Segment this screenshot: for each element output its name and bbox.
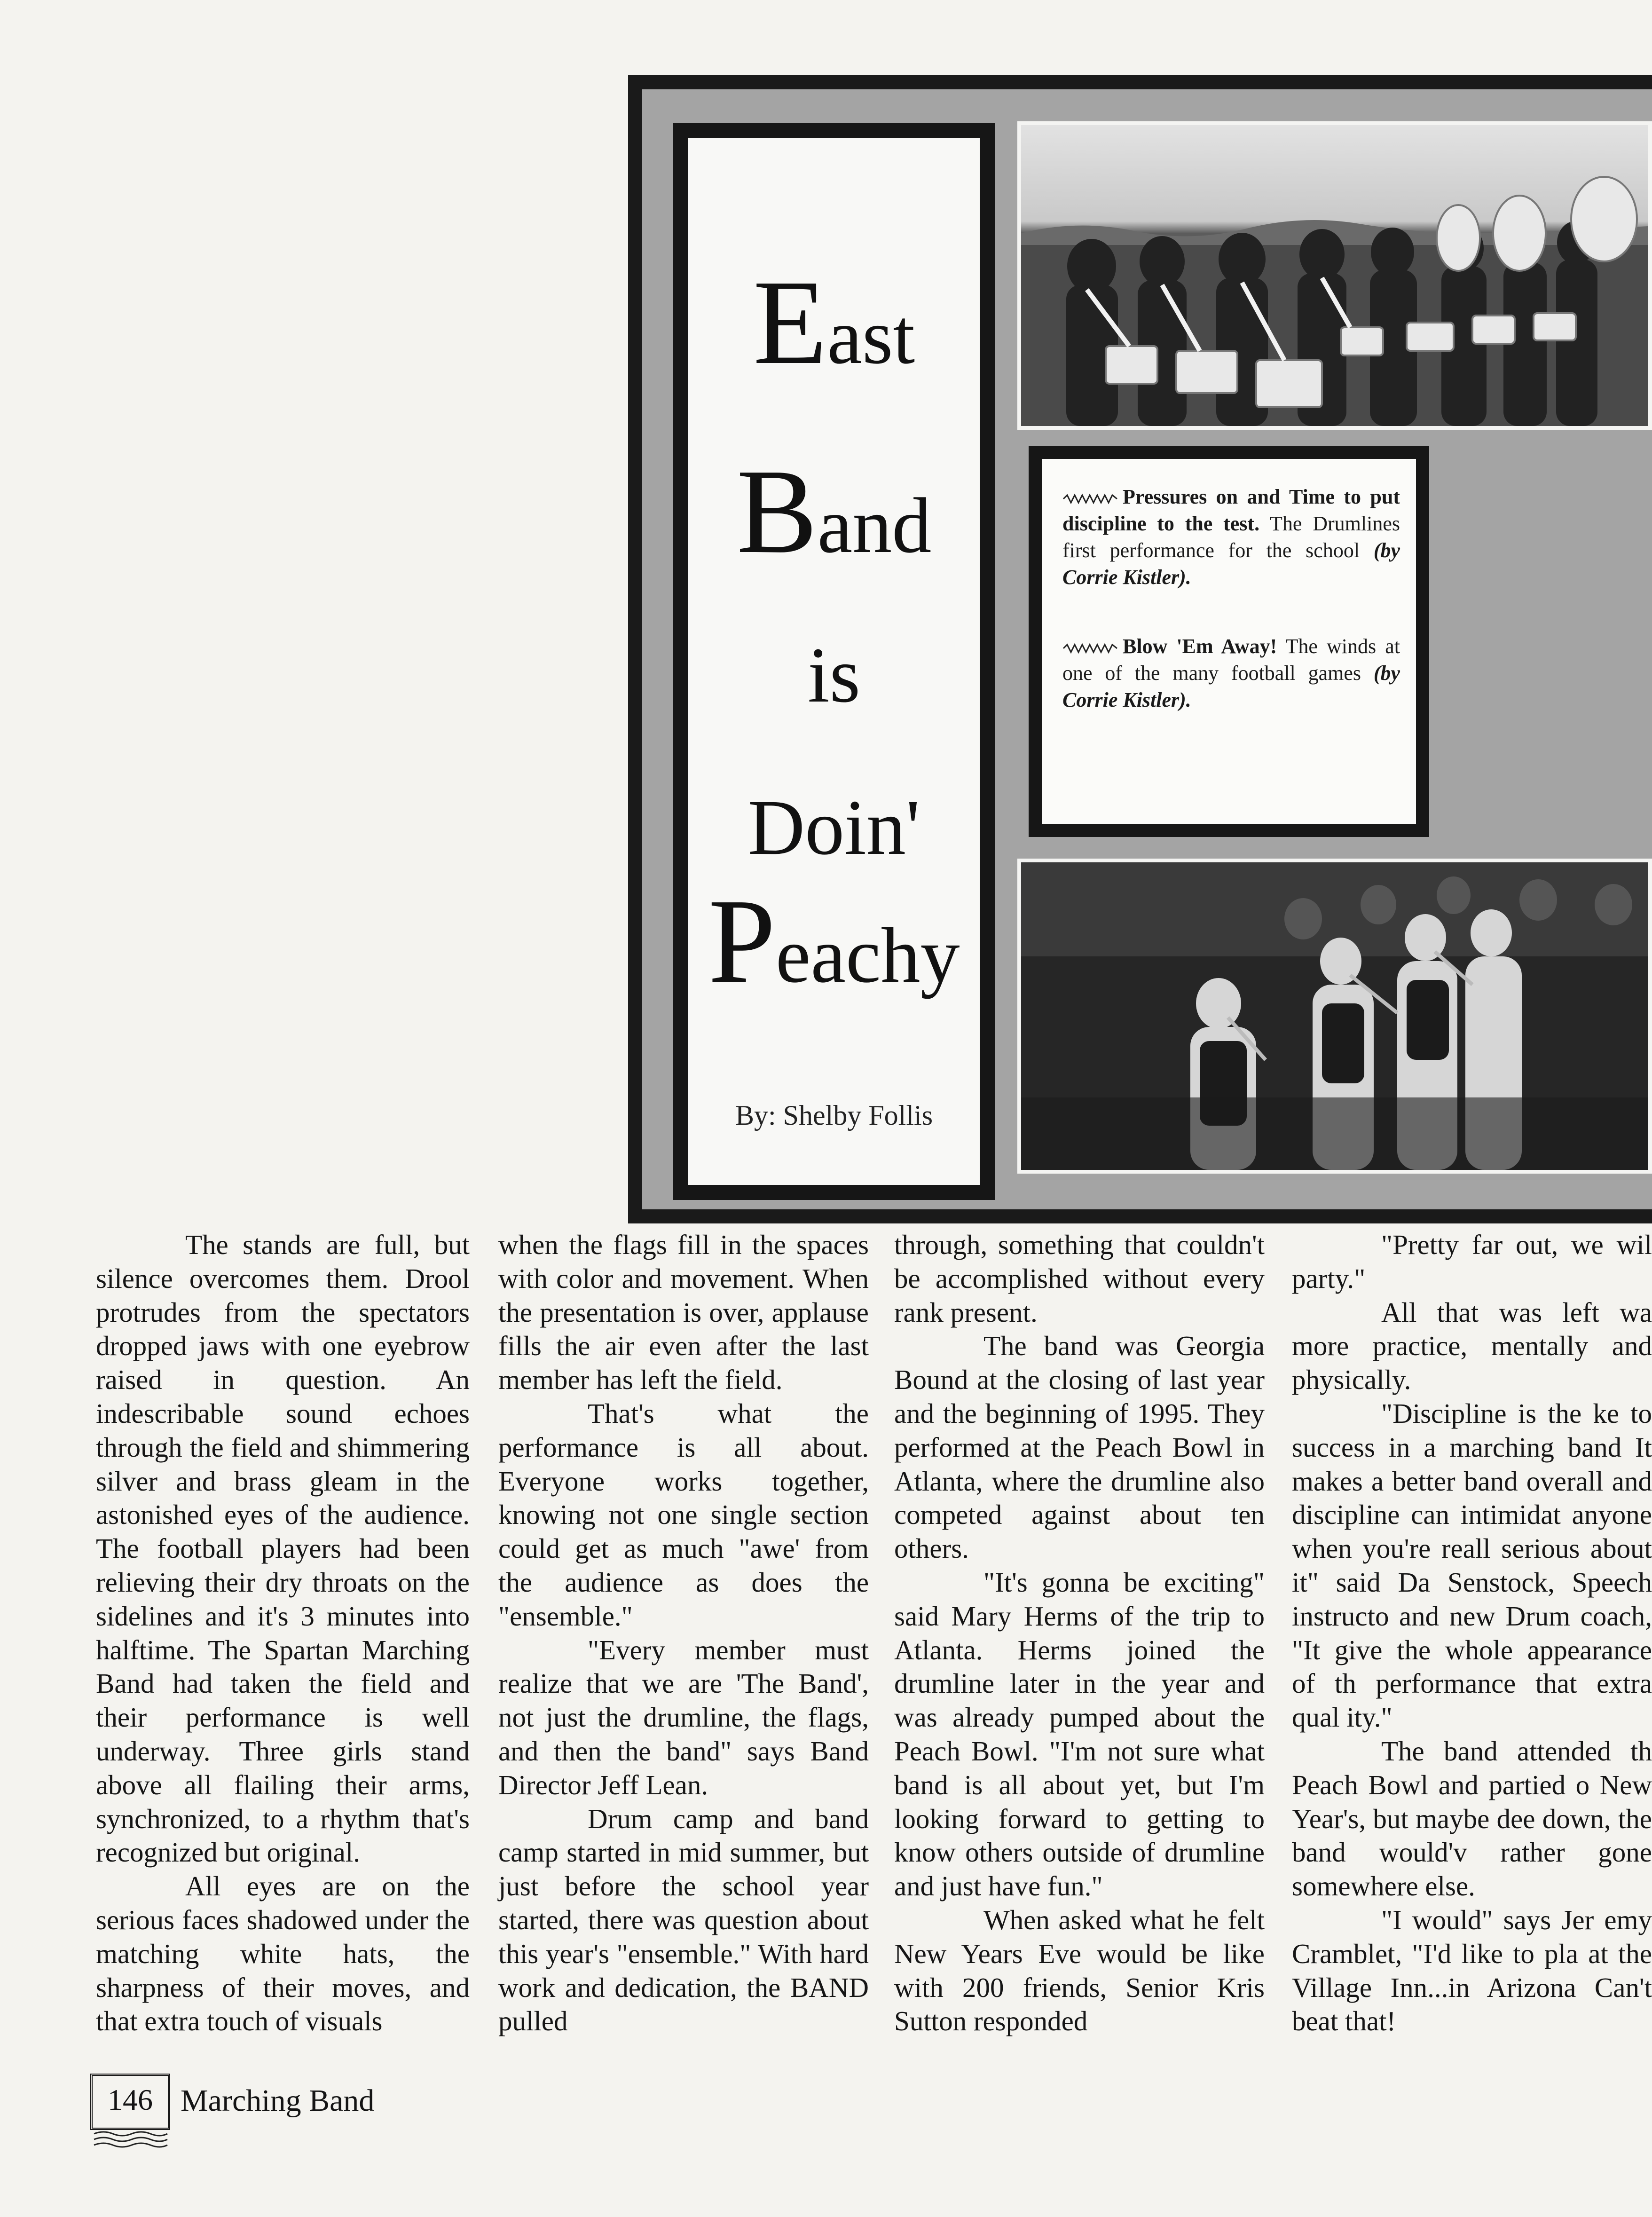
headline-word: eachy bbox=[775, 912, 960, 999]
band-in-stands-photo-image bbox=[1021, 862, 1648, 1170]
headline-word: is bbox=[807, 631, 861, 719]
title-panel bbox=[673, 123, 995, 1200]
paragraph: All that was left wa more practice, mentally and physically. bbox=[1292, 1296, 1652, 1396]
article-column-1 bbox=[96, 1228, 470, 2038]
paragraph: The stands are full, but silence overcomes them. Drool protrudes from the spectators dropped jaws with one eyebrow raised in question. An indescribable sound echoes through the field and shimmering silver and brass gleam in the astonished eyes of the audience. The football players had been relieving their dry throats on the sidelines and it's 3 minutes into halftime. The Spartan Marching Band had taken the field and their performance is well underway. Three girls stand above all flailing their arms, synchronized, to a rhythm that's recognized but original. bbox=[96, 1229, 470, 1868]
paragraph: "It's gonna be exciting" said Mary Herms of the trip to Atlanta. Herms joined the drumline later in the year and was already pumped about the Peach Bowl. "I'm not sure what band is all about yet, but I'm looking forward to getting to know others outside of drumline and just have fun." bbox=[894, 1566, 1265, 1902]
article-column-4 bbox=[1292, 1228, 1652, 2117]
paragraph: when the flags fill in the spaces with color and movement. When the presentation is over, applause fills the air even after the last member has left the field. bbox=[498, 1229, 869, 1396]
section-label: Marching Band bbox=[181, 2083, 375, 2118]
caption-top-photo bbox=[1062, 483, 1400, 591]
paragraph: "I would" says Jer emy Cramblet, "I'd like to pla at the Village Inn...in Arizona Can't beat that! bbox=[1292, 1904, 1652, 2037]
headline-word: Doin' bbox=[747, 784, 920, 871]
headline-word: and bbox=[817, 482, 932, 569]
wave-lines-icon bbox=[93, 2130, 168, 2149]
caption-box bbox=[1029, 446, 1429, 837]
drumline-photo-image bbox=[1021, 125, 1648, 426]
caption-credit: (by Corrie Kistler). bbox=[1062, 539, 1400, 589]
article-column-3 bbox=[894, 1228, 1265, 2038]
headline-line-5 bbox=[688, 874, 980, 1008]
paragraph: "Discipline is the ke to success in a marching band It makes a better band overall and discipline can intimidat anyone when you're reall serious about it" said Da Senstock, Speech instructo and new Drum coach, "It give the whole appearance of th performance that extra qual ity." bbox=[1292, 1397, 1652, 1733]
headline-word: ast bbox=[827, 293, 915, 380]
headline-line-3 bbox=[688, 631, 980, 719]
paragraph: "Every member must realize that we are 'The Band', not just the drumline, the flags, and then the band" says Band Director Jeff Lean. bbox=[498, 1634, 869, 1800]
caption-bottom-photo bbox=[1062, 633, 1400, 713]
headline-line-1 bbox=[688, 255, 980, 389]
headline-drop-letter: B bbox=[736, 444, 818, 578]
caption-text: The winds at one of the many football games bbox=[1062, 635, 1400, 685]
squiggle-icon bbox=[1062, 493, 1118, 505]
paragraph: The band attended th Peach Bowl and partied o New Year's, but maybe dee down, the band would'v rather gone somewhere else. bbox=[1292, 1735, 1652, 1902]
caption-text: The Drumlines first performance for the school bbox=[1062, 512, 1400, 562]
drumline-photo bbox=[1017, 121, 1652, 430]
byline: By: Shelby Follis bbox=[735, 1100, 933, 1131]
paragraph: All eyes are on the serious faces shadowed under the matching white hats, the sharpness of their moves, and that extra touch of visuals bbox=[96, 1870, 470, 2037]
feature-spread bbox=[628, 75, 1652, 1223]
headline-drop-letter: E bbox=[753, 255, 827, 389]
headline-line-2 bbox=[688, 444, 980, 578]
page-number: 146 bbox=[90, 2074, 170, 2130]
squiggle-icon bbox=[1062, 642, 1118, 655]
paragraph: "Pretty far out, we wil party." bbox=[1292, 1229, 1652, 1294]
paragraph: When asked what he felt New Years Eve would be like with 200 friends, Senior Kris Sutton responded bbox=[894, 1904, 1265, 2037]
caption-box-inner bbox=[1042, 459, 1416, 824]
caption-heading: Pressures on and Time to put discipline to the test. bbox=[1062, 485, 1400, 535]
band-in-stands-photo bbox=[1017, 859, 1652, 1174]
paragraph: The band was Georgia Bound at the closing of last year and the beginning of 1995. They performed at the Peach Bowl in Atlanta, where the drumline also competed against about ten others. bbox=[894, 1330, 1265, 1564]
paragraph: That's what the performance is all about. Everyone works together, knowing not one single section could get as much "awe' from the audience as does the "ensemble." bbox=[498, 1397, 869, 1632]
title-panel-inner bbox=[688, 138, 980, 1185]
paragraph: through, something that couldn't be accomplished without every rank present. bbox=[894, 1229, 1265, 1328]
caption-heading: Blow 'Em Away! bbox=[1123, 635, 1277, 658]
spread-gray-mat bbox=[642, 89, 1652, 1209]
article-column-2 bbox=[498, 1228, 869, 2038]
paragraph: Drum camp and band camp started in mid summer, but just before the school year started, there was question about this year's "ensemble." With hard work and dedication, the BAND pulled bbox=[498, 1803, 869, 2037]
caption-credit: (by Corrie Kistler). bbox=[1062, 662, 1400, 711]
headline-line-4 bbox=[688, 784, 980, 871]
headline-drop-letter: P bbox=[708, 874, 776, 1008]
